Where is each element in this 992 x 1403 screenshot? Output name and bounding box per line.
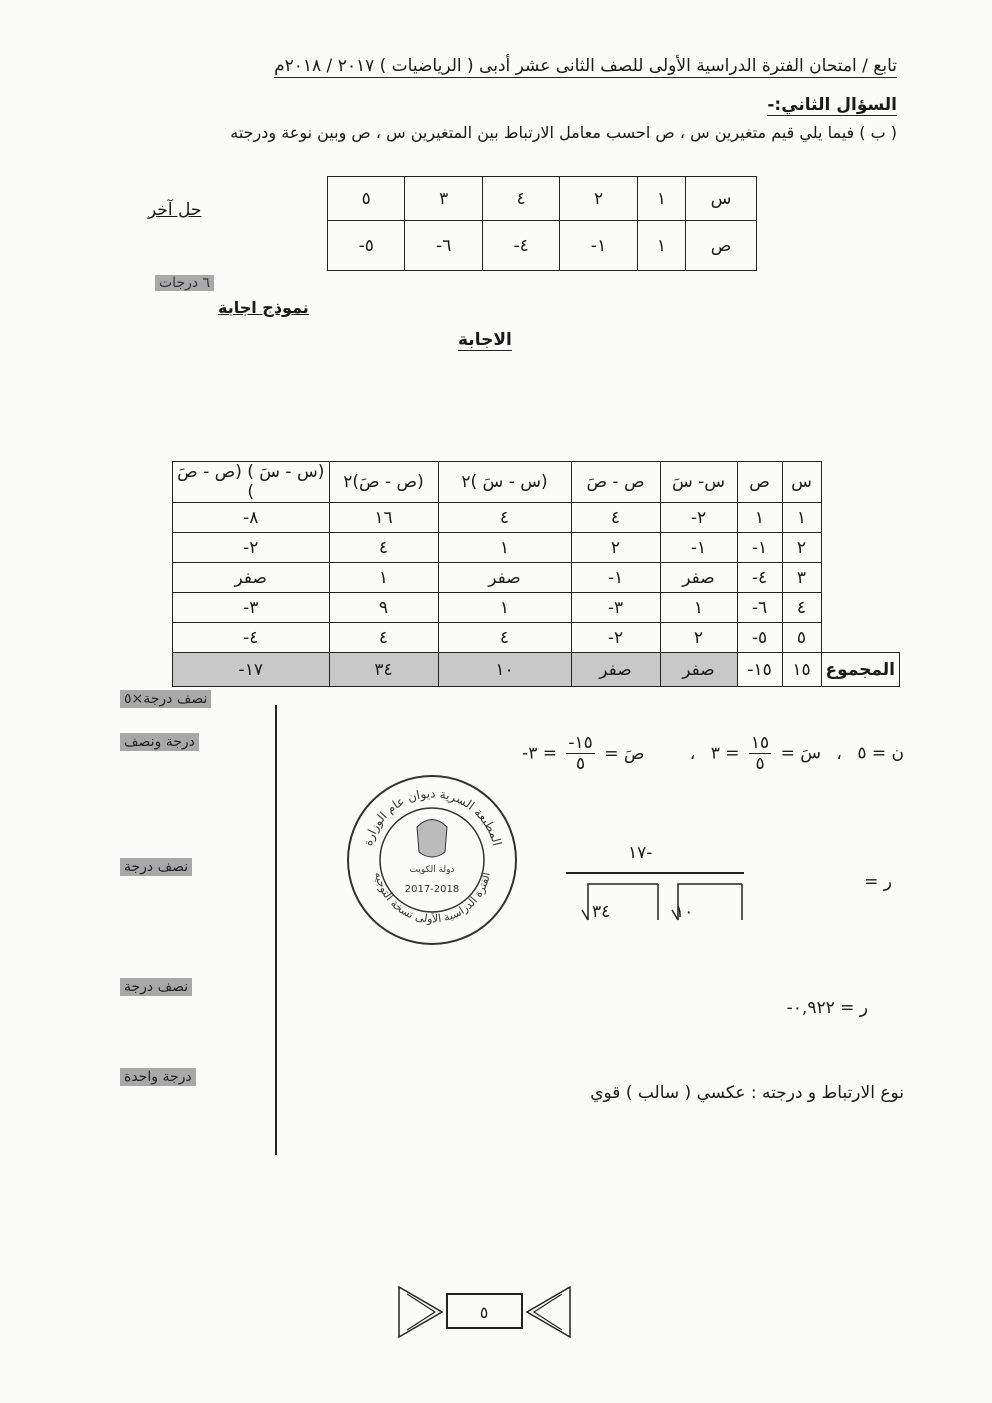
data-table xyxy=(327,176,757,271)
total-cell: ١٥- xyxy=(737,653,782,687)
total-cell: ٣٤ xyxy=(329,653,438,687)
xbar-fraction: $\frac{١٥}{٥}$ xyxy=(750,733,770,774)
calc-cell: ١ xyxy=(438,533,571,563)
calc-cell: ٢- xyxy=(571,623,660,653)
calc-cell: ٤- xyxy=(173,623,330,653)
calc-cell: ١ xyxy=(782,503,821,533)
calc-cell: ٢ xyxy=(660,623,737,653)
data-row-label: س xyxy=(686,177,757,221)
calc-cell: صفر xyxy=(173,563,330,593)
r-numerator: ١٧- xyxy=(628,843,653,863)
marks-label: ٦ درجات xyxy=(155,275,214,291)
calc-cell: ١ xyxy=(660,593,737,623)
grading-note: نصف درجة xyxy=(120,978,192,996)
calc-cell: ٤ xyxy=(438,623,571,653)
r-denominator-a: ٣٤ xyxy=(592,902,611,922)
svg-text:المطبعة السرية ديوان عام الوزا: المطبعة السرية ديوان عام الوزارة xyxy=(360,786,505,848)
calc-cell: ٨- xyxy=(173,503,330,533)
calc-cell: ٤ xyxy=(782,593,821,623)
r-label: ر = xyxy=(864,872,892,892)
ybar-fraction: $\frac{١٥-}{٥}$ xyxy=(568,733,593,774)
question-title: السؤال الثاني:- xyxy=(767,95,897,115)
data-cell: ٢ xyxy=(560,177,637,221)
calc-header: (ص - صَ)٢ xyxy=(329,462,438,503)
exam-header: تابع / امتحان الفترة الدراسية الأولى للصف الثانى عشر أدبى ( الرياضيات ) ٢٠١٧ / ٢٠١٨م xyxy=(274,56,897,76)
grading-note: درجة ونصف xyxy=(120,733,199,751)
total-cell: ١٧- xyxy=(173,653,330,687)
svg-text:الفترة الدراسية الأولى نسخة ال: الفترة الدراسية الأولى نسخة التوجيه xyxy=(372,870,493,926)
calc-cell: ٤ xyxy=(571,503,660,533)
total-cell: ١٠ xyxy=(438,653,571,687)
calc-header: ص - صَ xyxy=(571,462,660,503)
svg-text:دولة الكويت: دولة الكويت xyxy=(409,865,455,875)
calc-cell: صفر xyxy=(438,563,571,593)
calc-cell: ٥- xyxy=(737,623,782,653)
ybar-value: = ٣- xyxy=(522,743,557,764)
calc-cell: ٢- xyxy=(173,533,330,563)
calc-cell: ٣ xyxy=(782,563,821,593)
ybar-lhs: صَ = xyxy=(604,743,645,764)
calc-header: (س - سَ )٢ xyxy=(438,462,571,503)
calc-header: س xyxy=(782,462,821,503)
data-row-label: ص xyxy=(686,221,757,271)
data-cell: ٣ xyxy=(405,177,482,221)
calc-header: (س - سَ ) (ص - صَ ) xyxy=(173,462,330,503)
data-cell: ٤- xyxy=(482,221,559,271)
svg-text:2017-2018: 2017-2018 xyxy=(404,884,460,895)
alternative-solution-label: حل آخر xyxy=(148,200,202,220)
page-number-ornament xyxy=(397,1282,572,1342)
calc-cell: ٥ xyxy=(782,623,821,653)
total-cell: صفر xyxy=(660,653,737,687)
calc-header: س- سَ xyxy=(660,462,737,503)
question-text: ( ب ) فيما يلي قيم متغيرين س ، ص احسب معامل الارتباط بين المتغيرين س ، ص وبين نوعة ودرجته xyxy=(230,123,897,142)
table-row xyxy=(173,563,900,593)
calc-cell: ٤ xyxy=(329,533,438,563)
calc-cell: ٣- xyxy=(571,593,660,623)
calculation-table xyxy=(172,461,900,687)
data-cell: ٤ xyxy=(482,177,559,221)
official-stamp xyxy=(345,772,520,947)
r-result: ر = ٠,٩٢٢- xyxy=(786,998,868,1018)
table-row xyxy=(173,593,900,623)
calc-cell: ٢ xyxy=(571,533,660,563)
calc-cell: ١٦ xyxy=(329,503,438,533)
calc-cell: ٩ xyxy=(329,593,438,623)
data-cell: ٥- xyxy=(328,221,405,271)
calc-cell: ١- xyxy=(737,533,782,563)
calc-cell: ٢ xyxy=(782,533,821,563)
xbar-value: = ٣ xyxy=(710,743,740,764)
table-row xyxy=(173,533,900,563)
data-cell: ١ xyxy=(637,221,685,271)
divider-line xyxy=(275,705,277,1155)
correlation-type: نوع الارتباط و درجته : عكسي ( سالب ) قوي xyxy=(590,1083,904,1103)
calc-cell: ١ xyxy=(438,593,571,623)
page-number: ٥ xyxy=(479,1303,489,1322)
fraction-bar xyxy=(566,872,744,874)
data-cell: ١- xyxy=(560,221,637,271)
totals-row xyxy=(173,653,900,687)
calc-header: ص xyxy=(737,462,782,503)
grading-note: نصف درجة×٥ xyxy=(120,690,211,708)
r-denominator-b: ١٠ xyxy=(675,902,694,922)
model-answer-label: نموذج اجابة xyxy=(218,298,309,317)
calc-cell: ٣- xyxy=(173,593,330,623)
table-row xyxy=(173,503,900,533)
means-equation: ن = ٥ ، سَ = $\frac{١٥}{٥}$ = ٣ ، صَ = $\frac{١٥-}{٥}$ = ٣- xyxy=(522,733,904,774)
grading-note: نصف درجة xyxy=(120,858,192,876)
n-value: ن = ٥ xyxy=(857,743,904,764)
calc-cell: ٤ xyxy=(329,623,438,653)
xbar-lhs: سَ = xyxy=(780,743,821,764)
calc-cell: ٤ xyxy=(438,503,571,533)
calc-cell: ٦- xyxy=(737,593,782,623)
data-cell: ٥ xyxy=(328,177,405,221)
calc-cell: ١- xyxy=(571,563,660,593)
total-label: المجموع xyxy=(821,653,900,687)
table-row xyxy=(173,623,900,653)
total-cell: صفر xyxy=(571,653,660,687)
calc-cell: ١- xyxy=(660,533,737,563)
calc-cell: ٢- xyxy=(660,503,737,533)
answer-title: الاجابة xyxy=(458,330,512,350)
grading-note: درجة واحدة xyxy=(120,1068,196,1086)
calc-cell: ١ xyxy=(737,503,782,533)
data-cell: ٦- xyxy=(405,221,482,271)
calc-cell: صفر xyxy=(660,563,737,593)
data-cell: ١ xyxy=(637,177,685,221)
calc-cell: ١ xyxy=(329,563,438,593)
total-cell: ١٥ xyxy=(782,653,821,687)
calc-cell: ٤- xyxy=(737,563,782,593)
